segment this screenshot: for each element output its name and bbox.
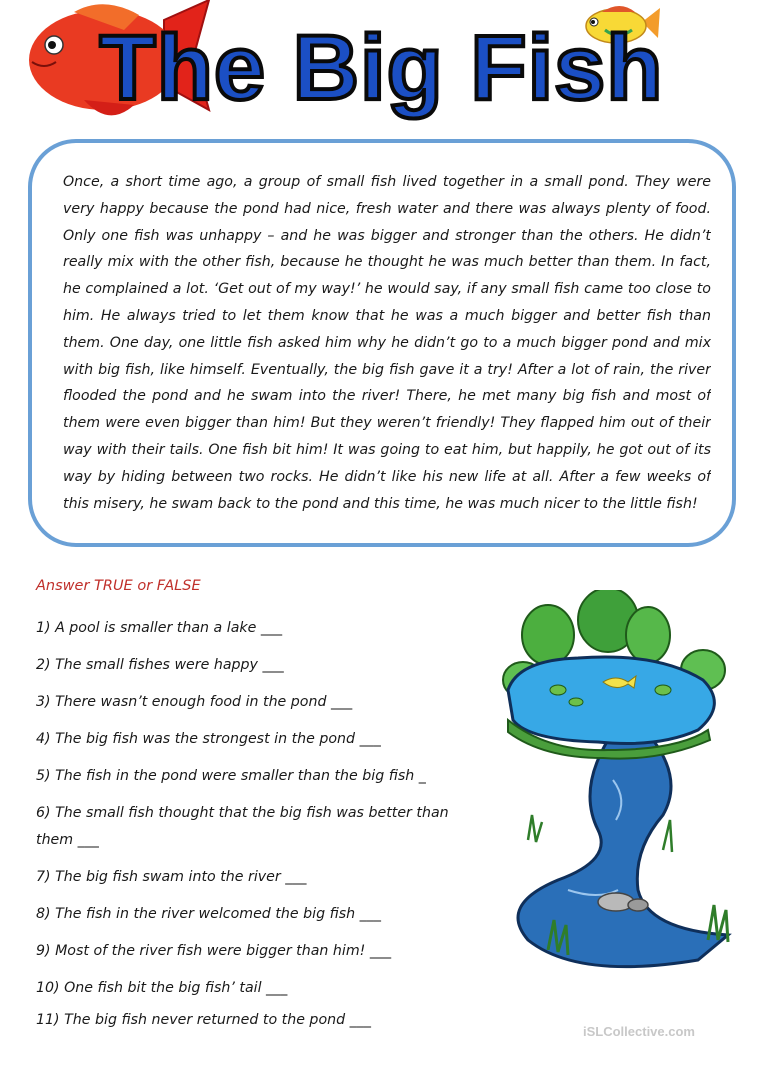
question-item: 4) The big fish was the strongest in the pond ___: [36, 731, 381, 747]
question-item: 11) The big fish never returned to the pond ___: [36, 1012, 371, 1028]
story-text: Once, a short time ago, a group of small fish lived together in a small pond. They were very happy because the pond had nice, fresh water and there was always plenty of food. Only one fish was unhappy – and he was bigger and stronger than the others. He didn’t really mix with the other fish, because he thought he was much better than them. In fact, he complained a lot. ‘Get out of my way!’ he would say, if any small fish came too close to him. He always tried to let them know that he was a much bigger and better fish than them. One day, one little fish asked him why he didn’t go to a much bigger pond and mix with big fish, like himself. Eventually, the big fish gave it a try! After a lot of rain, the river flooded the pond and he swam into the river! There, he met many big fish and most of them were even bigger than him! But they weren’t friendly! They flapped him out of their way with their tails. One fish bit him! It was going to eat him, but happily, he got out of its way by hiding between two rocks. He didn’t like his new life at all. After a few weeks of this misery, he swam back to the pond and this time, he was much nicer to the little fish!: [63, 174, 711, 512]
pond-and-river-illustration: [488, 590, 738, 990]
question-item: 7) The big fish swam into the river ___: [36, 869, 307, 885]
question-item: 3) There wasn’t enough food in the pond ___: [36, 694, 353, 710]
question-item: 10) One fish bit the big fish’ tail ___: [36, 980, 288, 996]
story-box: [28, 139, 736, 547]
watermark: iSLCollective.com: [583, 1024, 695, 1039]
question-item: 2) The small fishes were happy ___: [36, 657, 284, 673]
question-item: 6) The small fish thought that the big fish was better than them ___: [36, 805, 449, 848]
question-item: 8) The fish in the river welcomed the big fish ___: [36, 906, 381, 922]
worksheet-title: The Big Fish: [99, 17, 664, 119]
answer-heading: Answer TRUE or FALSE: [36, 578, 201, 594]
question-item: 5) The fish in the pond were smaller than the big fish _: [36, 768, 426, 784]
question-item: 9) Most of the river fish were bigger than him! ___: [36, 943, 392, 959]
question-item: 1) A pool is smaller than a lake ___: [36, 620, 283, 636]
